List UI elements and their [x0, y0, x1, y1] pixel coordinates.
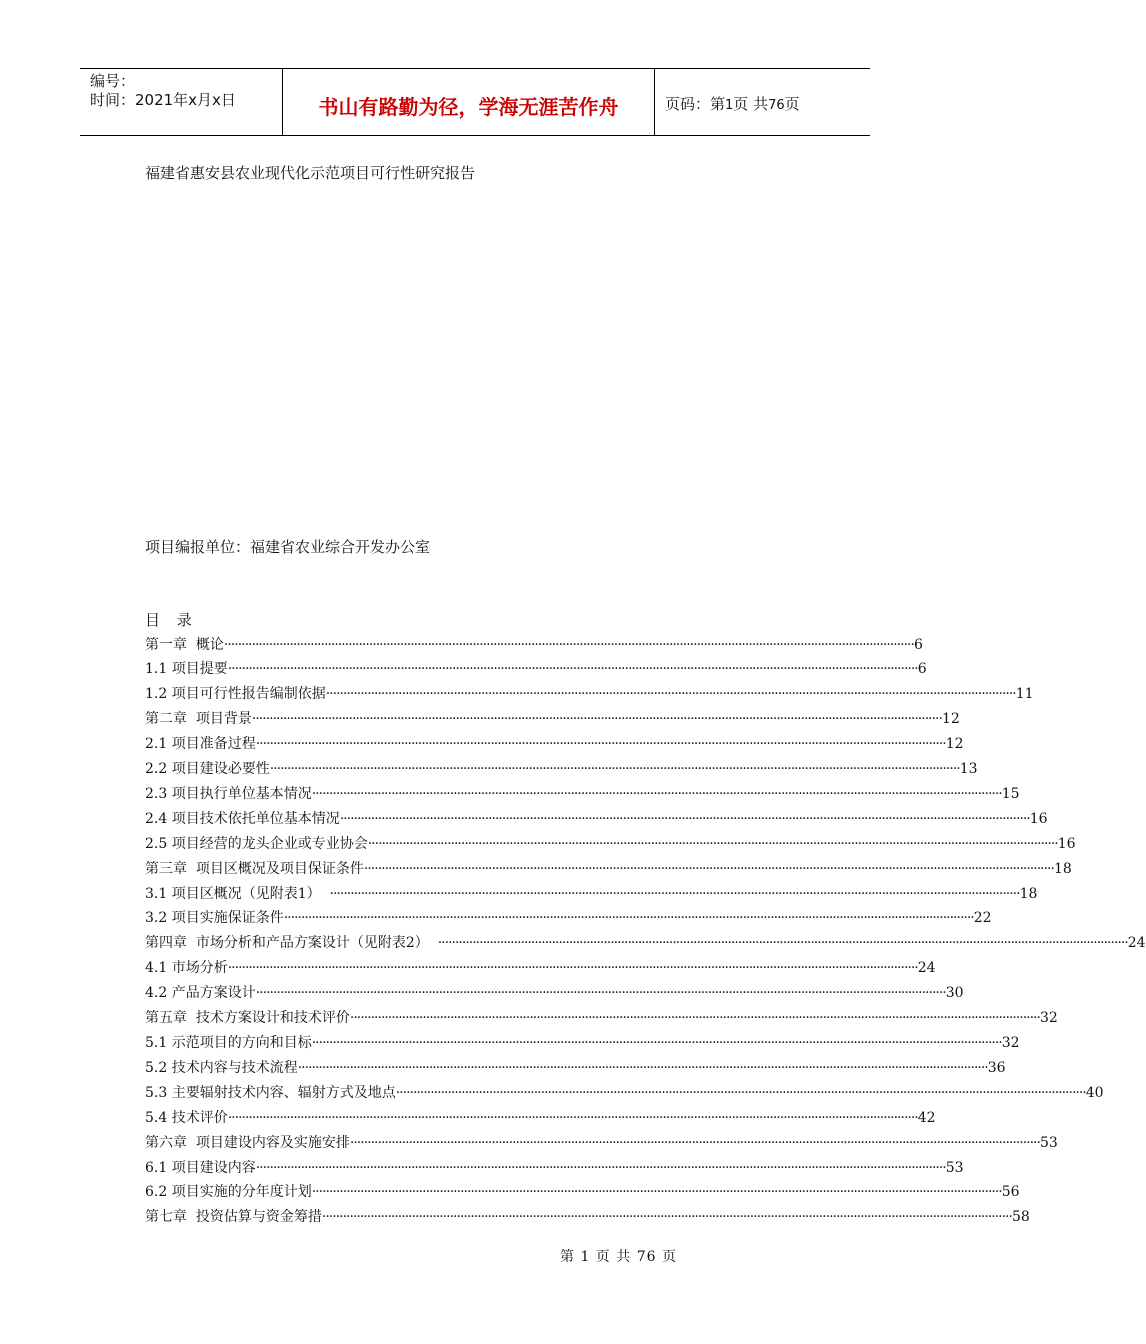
toc-entry-page: 36	[987, 1059, 1006, 1076]
toc-leader-dots: ········································································································································································································	[255, 1159, 946, 1176]
page-mid: 页 共	[733, 95, 769, 113]
toc-leader-dots: ········································································································································································································	[311, 785, 1002, 802]
toc-entry	[145, 981, 964, 1006]
toc-leader-dots: ········································································································································································································	[297, 1059, 988, 1076]
toc-leader-dots: ········································································································································································································	[395, 1084, 1086, 1101]
toc-leader-dots: ········································································································································································································	[251, 711, 942, 728]
toc-entry-page: 16	[1057, 835, 1076, 852]
toc-leader-dots: ········································································································································································································	[325, 686, 1016, 703]
toc-entry	[145, 956, 936, 981]
toc-leader-dots: ········································································································································································································	[255, 985, 946, 1002]
page-suffix: 页	[784, 95, 800, 113]
toc-leader-dots: ········································································································································································································	[227, 1109, 918, 1126]
toc-entry-page: 13	[959, 761, 978, 778]
toc-entry-page: 24	[1127, 935, 1146, 952]
toc-leader-dots: ········································································································································································································	[363, 860, 1054, 877]
toc-entry	[145, 1106, 936, 1131]
toc-entry-label: 6.2 项目实施的分年度计划	[145, 1184, 312, 1201]
toc-entry-page: 18	[1019, 885, 1038, 902]
toc-entry	[145, 906, 992, 931]
header-page-info	[655, 69, 870, 135]
page-prefix: 页码：第	[665, 95, 726, 113]
reporting-unit: 项目编报单位：福建省农业综合开发办公室	[145, 538, 431, 556]
toc-entry-page: 40	[1085, 1084, 1104, 1101]
toc-leader-dots: ········································································································································································································	[321, 1209, 1012, 1226]
toc-entry-label: 5.4 技术评价	[145, 1109, 228, 1126]
toc-entry-label: 4.1 市场分析	[145, 960, 228, 977]
toc-entry-page: 53	[945, 1159, 964, 1176]
toc-entry-label: 5.1 示范项目的方向和目标	[145, 1035, 312, 1051]
toc-entry-page: 56	[1001, 1184, 1020, 1201]
page-header	[80, 68, 870, 136]
toc-entry	[145, 1031, 1020, 1056]
motto-text: 书山有路勤为径，学海无涯苦作舟	[318, 95, 619, 119]
toc-entry-label: 第六章 项目建设内容及实施安排	[145, 1134, 350, 1151]
toc-entry	[145, 1180, 1020, 1205]
toc-entry-page: 22	[973, 910, 992, 927]
toc-entry-page: 16	[1029, 810, 1048, 827]
toc-heading: 目 录	[145, 611, 198, 629]
toc-entry	[145, 633, 923, 658]
toc-leader-dots: ········································································································································································································	[283, 910, 974, 927]
toc-entry	[145, 1131, 1058, 1156]
table-of-contents	[145, 608, 1146, 1230]
toc-entry-label: 第二章 项目背景	[145, 711, 252, 728]
toc-leader-dots: ········································································································································································································	[255, 736, 946, 753]
toc-leader-dots: ········································································································································································································	[223, 636, 914, 653]
toc-entry	[145, 1056, 1006, 1081]
toc-entry-page: 6	[917, 661, 927, 678]
toc-entry-label: 第七章 投资估算与资金筹措	[145, 1209, 322, 1226]
header-meta	[80, 69, 282, 135]
toc-entry-page: 32	[1001, 1035, 1020, 1051]
toc-leader-dots: ········································································································································································································	[339, 810, 1030, 827]
code-label: 编号：	[90, 72, 136, 90]
toc-entry	[145, 1006, 1058, 1031]
toc-entry	[145, 807, 1048, 832]
toc-leader-dots: ········································································································································································································	[227, 960, 918, 977]
toc-entry-label: 1.1 项目提要	[145, 661, 228, 678]
toc-entry	[145, 682, 1034, 707]
page-current: 1	[725, 98, 734, 113]
toc-entry-label: 第五章 技术方案设计和技术评价	[145, 1010, 350, 1027]
toc-entry-page: 53	[1039, 1134, 1058, 1151]
toc-entry	[145, 782, 1020, 807]
toc-entry-label: 2.1 项目准备过程	[145, 736, 256, 753]
toc-entry	[145, 732, 964, 757]
toc-entry	[145, 657, 927, 682]
toc-leader-dots: ········································································································································································································	[367, 835, 1058, 852]
toc-entry-label: 3.1 项目区概况（见附表1）	[145, 885, 330, 902]
toc-entry-label: 2.2 项目建设必要性	[145, 761, 270, 778]
toc-entry	[145, 882, 1038, 907]
toc-entry-page: 15	[1001, 785, 1020, 802]
page-total: 76	[768, 98, 785, 113]
toc-entry	[145, 832, 1076, 857]
toc-leader-dots: ········································································································································································································	[437, 935, 1128, 952]
toc-leader-dots: ········································································································································································································	[227, 661, 918, 678]
toc-entry-page: 18	[1053, 860, 1072, 877]
toc-entry-page: 30	[945, 985, 964, 1002]
toc-entry-label: 2.4 项目技术依托单位基本情况	[145, 810, 340, 827]
toc-leader-dots: ········································································································································································································	[349, 1134, 1040, 1151]
toc-entry-label: 5.3 主要辐射技术内容、辐射方式及地点	[145, 1084, 396, 1101]
toc-entry-label: 第一章 概论	[145, 636, 224, 653]
toc-entry-label: 2.5 项目经营的龙头企业或专业协会	[145, 835, 368, 852]
toc-entry-label: 1.2 项目可行性报告编制依据	[145, 686, 326, 703]
toc-leader-dots: ········································································································································································································	[311, 1035, 1002, 1051]
toc-entry-page: 32	[1039, 1010, 1058, 1027]
toc-entry-label: 4.2 产品方案设计	[145, 985, 256, 1002]
toc-entry-page: 12	[945, 736, 964, 753]
toc-entry-label: 第三章 项目区概况及项目保证条件	[145, 860, 364, 877]
toc-entry-page: 12	[941, 711, 960, 728]
toc-entry	[145, 757, 978, 782]
toc-leader-dots: ········································································································································································································	[269, 761, 960, 778]
toc-leader-dots: ········································································································································································································	[311, 1184, 1002, 1201]
toc-entry	[145, 1081, 1104, 1106]
toc-entry-page: 58	[1011, 1209, 1030, 1226]
document-title: 福建省惠安县农业现代化示范项目可行性研究报告	[145, 164, 476, 182]
time-label: 时间：2021年x月x日	[90, 91, 236, 109]
toc-entry-label: 6.1 项目建设内容	[145, 1159, 256, 1176]
toc-leader-dots: ········································································································································································································	[349, 1010, 1040, 1027]
toc-entry-page: 24	[917, 960, 936, 977]
toc-list	[145, 633, 1146, 1231]
toc-entry	[145, 1156, 964, 1181]
toc-entry-label: 第四章 市场分析和产品方案设计（见附表2）	[145, 935, 438, 952]
toc-leader-dots: ········································································································································································································	[329, 885, 1020, 902]
toc-entry-label: 5.2 技术内容与技术流程	[145, 1059, 298, 1076]
toc-entry	[145, 1205, 1030, 1230]
toc-entry-label: 3.2 项目实施保证条件	[145, 910, 284, 927]
toc-entry	[145, 857, 1072, 882]
toc-entry	[145, 931, 1146, 956]
page-footer: 第 1 页 共 76 页	[560, 1249, 677, 1265]
header-motto	[282, 69, 655, 135]
toc-entry-page: 11	[1015, 686, 1034, 703]
toc-entry	[145, 707, 960, 732]
toc-entry-page: 42	[917, 1109, 936, 1126]
toc-entry-page: 6	[913, 636, 923, 653]
toc-entry-label: 2.3 项目执行单位基本情况	[145, 785, 312, 802]
